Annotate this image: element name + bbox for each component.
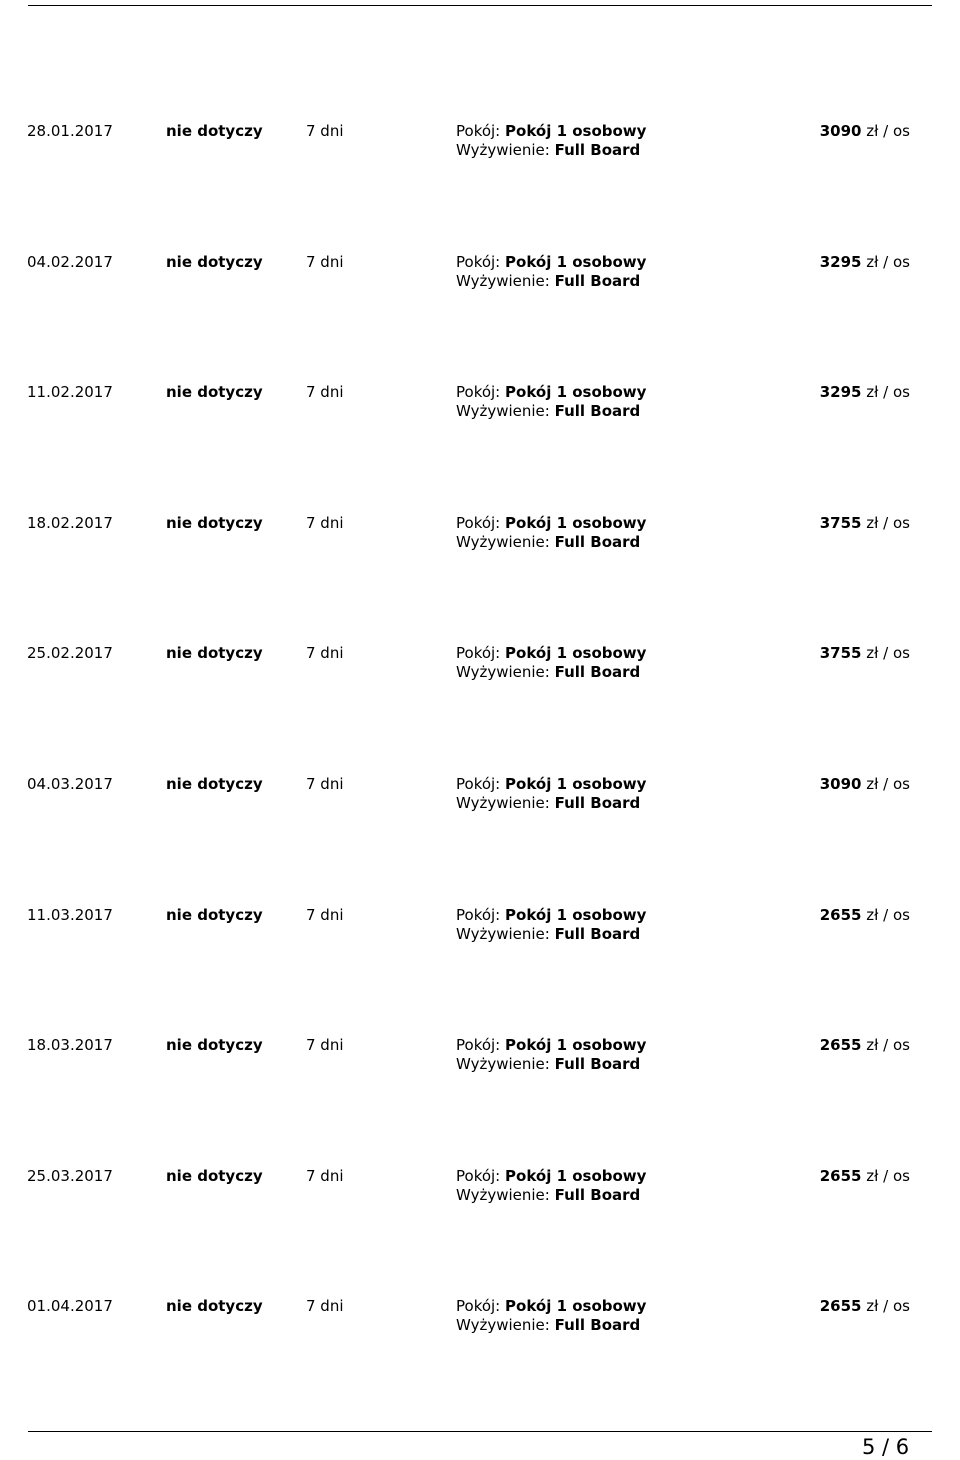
board-value: Full Board	[554, 141, 641, 159]
row-date: 11.03.2017	[27, 906, 113, 924]
room-value: Pokój 1 osobowy	[505, 775, 647, 793]
table-row	[0, 775, 960, 819]
row-date: 25.02.2017	[27, 644, 113, 662]
board-value: Full Board	[554, 1316, 641, 1334]
room-line	[456, 122, 646, 141]
room-line	[456, 514, 646, 533]
row-date: 18.03.2017	[27, 1036, 113, 1054]
price-value: 3755	[819, 514, 862, 532]
room-value: Pokój 1 osobowy	[505, 644, 647, 662]
table-row	[0, 1167, 960, 1211]
price-unit: zł / os	[866, 1167, 910, 1185]
row-duration: 7 dni	[306, 122, 344, 140]
room-line	[456, 775, 646, 794]
row-date: 04.02.2017	[27, 253, 113, 271]
room-label: Pokój:	[456, 1167, 501, 1185]
row-date: 04.03.2017	[27, 775, 113, 793]
board-label: Wyżywienie:	[456, 533, 550, 551]
room-label: Pokój:	[456, 775, 501, 793]
board-value: Full Board	[554, 533, 641, 551]
row-price	[820, 644, 910, 663]
table-row	[0, 644, 960, 688]
board-label: Wyżywienie:	[456, 1316, 550, 1334]
row-duration: 7 dni	[306, 906, 344, 924]
row-date: 25.03.2017	[27, 1167, 113, 1185]
board-value: Full Board	[554, 925, 641, 943]
row-details	[456, 383, 646, 421]
room-value: Pokój 1 osobowy	[505, 1036, 647, 1054]
page-number: 5 / 6	[862, 1435, 910, 1459]
row-status: nie dotyczy	[166, 906, 263, 924]
row-status: nie dotyczy	[166, 1297, 263, 1315]
room-line	[456, 383, 646, 402]
row-details	[456, 253, 646, 291]
row-status: nie dotyczy	[166, 1167, 263, 1185]
row-price	[820, 906, 910, 925]
room-label: Pokój:	[456, 1297, 501, 1315]
row-price	[820, 383, 910, 402]
board-label: Wyżywienie:	[456, 1186, 550, 1204]
board-value: Full Board	[554, 663, 641, 681]
price-value: 3295	[819, 253, 862, 271]
room-value: Pokój 1 osobowy	[505, 906, 647, 924]
row-duration: 7 dni	[306, 644, 344, 662]
room-value: Pokój 1 osobowy	[505, 383, 647, 401]
row-date: 11.02.2017	[27, 383, 113, 401]
price-value: 2655	[819, 1036, 862, 1054]
row-duration: 7 dni	[306, 253, 344, 271]
table-row	[0, 906, 960, 950]
table-row	[0, 514, 960, 558]
row-status: nie dotyczy	[166, 122, 263, 140]
price-value: 3295	[819, 383, 862, 401]
room-value: Pokój 1 osobowy	[505, 253, 647, 271]
room-value: Pokój 1 osobowy	[505, 514, 647, 532]
row-details	[456, 514, 646, 552]
table-row	[0, 1297, 960, 1341]
row-status: nie dotyczy	[166, 383, 263, 401]
room-label: Pokój:	[456, 122, 501, 140]
board-line	[456, 1055, 646, 1074]
board-line	[456, 272, 646, 291]
board-label: Wyżywienie:	[456, 1055, 550, 1073]
price-unit: zł / os	[866, 906, 910, 924]
room-label: Pokój:	[456, 1036, 501, 1054]
room-label: Pokój:	[456, 906, 501, 924]
board-label: Wyżywienie:	[456, 272, 550, 290]
room-value: Pokój 1 osobowy	[505, 122, 647, 140]
row-price	[820, 775, 910, 794]
board-label: Wyżywienie:	[456, 663, 550, 681]
price-unit: zł / os	[866, 775, 910, 793]
board-line	[456, 402, 646, 421]
row-duration: 7 dni	[306, 514, 344, 532]
row-details	[456, 906, 646, 944]
table-row	[0, 253, 960, 297]
table-row	[0, 1036, 960, 1080]
room-line	[456, 1036, 646, 1055]
room-label: Pokój:	[456, 514, 501, 532]
board-value: Full Board	[554, 1186, 641, 1204]
row-duration: 7 dni	[306, 1036, 344, 1054]
row-details	[456, 122, 646, 160]
row-status: nie dotyczy	[166, 514, 263, 532]
board-label: Wyżywienie:	[456, 925, 550, 943]
row-status: nie dotyczy	[166, 1036, 263, 1054]
row-date: 28.01.2017	[27, 122, 113, 140]
row-price	[820, 1297, 910, 1316]
board-line	[456, 141, 646, 160]
price-unit: zł / os	[866, 122, 910, 140]
room-label: Pokój:	[456, 253, 501, 271]
row-details	[456, 1297, 646, 1335]
price-unit: zł / os	[866, 1297, 910, 1315]
room-line	[456, 1297, 646, 1316]
row-date: 18.02.2017	[27, 514, 113, 532]
board-value: Full Board	[554, 794, 641, 812]
room-line	[456, 906, 646, 925]
board-label: Wyżywienie:	[456, 402, 550, 420]
price-value: 2655	[819, 1297, 862, 1315]
price-value: 3755	[819, 644, 862, 662]
room-line	[456, 1167, 646, 1186]
row-status: nie dotyczy	[166, 775, 263, 793]
bottom-divider	[28, 1431, 932, 1432]
room-value: Pokój 1 osobowy	[505, 1297, 647, 1315]
board-value: Full Board	[554, 272, 641, 290]
row-price	[820, 122, 910, 141]
row-duration: 7 dni	[306, 775, 344, 793]
board-line	[456, 925, 646, 944]
price-value: 3090	[819, 122, 862, 140]
price-value: 2655	[819, 1167, 862, 1185]
room-line	[456, 253, 646, 272]
room-line	[456, 644, 646, 663]
board-line	[456, 533, 646, 552]
row-details	[456, 644, 646, 682]
row-date: 01.04.2017	[27, 1297, 113, 1315]
row-details	[456, 775, 646, 813]
price-unit: zł / os	[866, 514, 910, 532]
row-price	[820, 514, 910, 533]
board-line	[456, 1316, 646, 1335]
row-duration: 7 dni	[306, 383, 344, 401]
board-line	[456, 663, 646, 682]
price-unit: zł / os	[866, 383, 910, 401]
row-status: nie dotyczy	[166, 253, 263, 271]
board-line	[456, 1186, 646, 1205]
row-details	[456, 1036, 646, 1074]
price-value: 2655	[819, 906, 862, 924]
row-price	[820, 1167, 910, 1186]
table-row	[0, 122, 960, 166]
price-unit: zł / os	[866, 1036, 910, 1054]
board-line	[456, 794, 646, 813]
row-price	[820, 253, 910, 272]
table-row	[0, 383, 960, 427]
board-value: Full Board	[554, 1055, 641, 1073]
price-value: 3090	[819, 775, 862, 793]
board-label: Wyżywienie:	[456, 794, 550, 812]
row-duration: 7 dni	[306, 1167, 344, 1185]
room-label: Pokój:	[456, 644, 501, 662]
board-value: Full Board	[554, 402, 641, 420]
room-label: Pokój:	[456, 383, 501, 401]
board-label: Wyżywienie:	[456, 141, 550, 159]
top-divider	[28, 5, 932, 6]
row-details	[456, 1167, 646, 1205]
room-value: Pokój 1 osobowy	[505, 1167, 647, 1185]
price-unit: zł / os	[866, 644, 910, 662]
row-duration: 7 dni	[306, 1297, 344, 1315]
price-unit: zł / os	[866, 253, 910, 271]
row-price	[820, 1036, 910, 1055]
row-status: nie dotyczy	[166, 644, 263, 662]
